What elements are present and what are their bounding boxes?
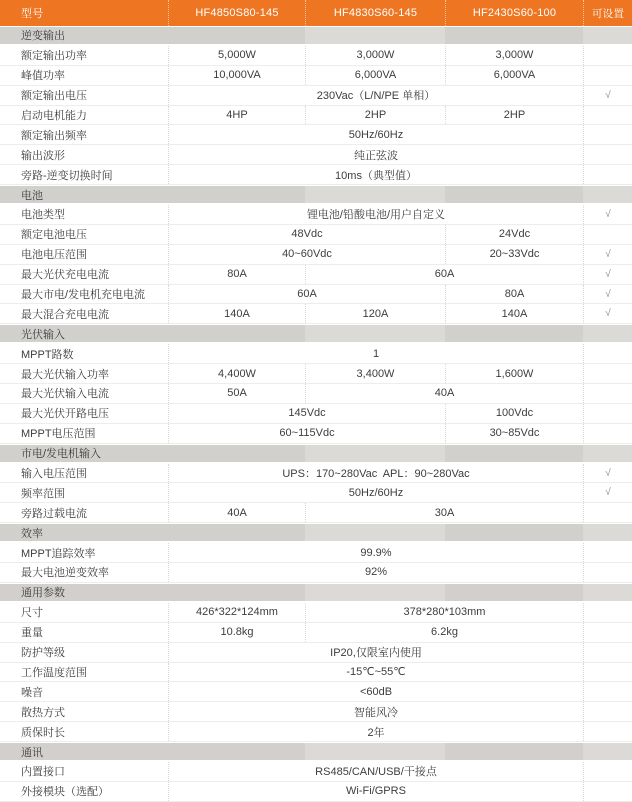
spec-label: 质保时长 (21, 726, 65, 739)
spec-value: 10.8kg (168, 623, 305, 642)
section-row (0, 444, 632, 464)
spec-row (0, 304, 632, 324)
spec-value: 6,000VA (445, 66, 583, 85)
spec-value: 1 (168, 344, 583, 363)
spec-value: 80A (445, 285, 583, 304)
spec-label: MPPT路数 (21, 348, 74, 361)
spec-label: 工作温度范围 (21, 666, 87, 679)
configurable-cell-empty (583, 384, 632, 403)
check-mark: √ (583, 265, 632, 284)
spec-label: 峰值功率 (21, 70, 65, 83)
spec-value: 2年 (168, 722, 583, 741)
spec-value: 145Vdc (168, 404, 445, 423)
spec-label: 散热方式 (21, 706, 65, 719)
section-cell (305, 524, 445, 541)
section-cell (168, 325, 305, 342)
spec-row (0, 285, 632, 305)
section-cell (305, 743, 445, 760)
spec-value: 4HP (168, 106, 305, 125)
configurable-cell-empty (583, 125, 632, 144)
spec-value: 5,000W (168, 46, 305, 65)
spec-row (0, 46, 632, 66)
spec-label: 重量 (21, 627, 43, 640)
spec-label: 电池电压范围 (21, 249, 87, 262)
spec-row (0, 503, 632, 523)
spec-label: 最大市电/发电机充电电流 (21, 289, 146, 302)
configurable-cell-empty (583, 66, 632, 85)
spec-value: 3,400W (305, 364, 445, 383)
spec-label: MPPT电压范围 (21, 428, 96, 441)
spec-value: 6.2kg (305, 623, 583, 642)
configurable-cell-empty (583, 543, 632, 562)
spec-label: 旁路过载电流 (21, 507, 87, 520)
section-cell (583, 524, 632, 541)
spec-row (0, 424, 632, 444)
spec-value: 锂电池/铅酸电池/用户自定义 (168, 205, 583, 224)
column-header-product-2: HF4830S60-145 (305, 0, 445, 26)
section-cell (583, 325, 632, 342)
spec-label: 内置接口 (21, 766, 65, 779)
spec-label: 外接模块（选配） (21, 786, 109, 799)
configurable-cell-empty (583, 424, 632, 443)
section-label: 效率 (0, 524, 168, 541)
spec-value: 80A (168, 265, 305, 284)
spec-value: RS485/CAN/USB/干接点 (168, 762, 583, 781)
configurable-cell-empty (583, 145, 632, 164)
column-header-configurable: 可设置 (583, 0, 632, 26)
section-label: 光伏输入 (0, 325, 168, 342)
spec-row (0, 782, 632, 802)
spec-row (0, 364, 632, 384)
section-cell (583, 743, 632, 760)
section-cell (583, 27, 632, 44)
spec-row (0, 663, 632, 683)
configurable-cell-empty (583, 682, 632, 701)
section-label: 逆变输出 (0, 27, 168, 44)
section-cell (168, 27, 305, 44)
section-cell (583, 445, 632, 462)
spec-row (0, 384, 632, 404)
configurable-cell-empty (583, 225, 632, 244)
configurable-cell-empty (583, 782, 632, 801)
column-header-model: 型号 (21, 8, 44, 20)
configurable-cell-empty (583, 404, 632, 423)
section-row (0, 583, 632, 603)
spec-value: 30~85Vdc (445, 424, 583, 443)
spec-value: 24Vdc (445, 225, 583, 244)
section-cell (445, 584, 583, 601)
spec-row (0, 66, 632, 86)
check-mark: √ (583, 304, 632, 323)
spec-label: 额定电池电压 (21, 229, 87, 242)
spec-value: 纯正弦波 (168, 145, 583, 164)
spec-value: 50Hz/60Hz (168, 125, 583, 144)
spec-value: 99.9% (168, 543, 583, 562)
spec-label: 额定输出电压 (21, 90, 87, 103)
spec-value: 智能风冷 (168, 702, 583, 721)
spec-label: 噪音 (21, 686, 43, 699)
spec-row (0, 603, 632, 623)
spec-label: 输出波形 (21, 149, 65, 162)
spec-label: 输入电压范围 (21, 468, 87, 481)
configurable-cell-empty (583, 165, 632, 184)
spec-label: 额定输出频率 (21, 129, 87, 142)
spec-row (0, 165, 632, 185)
check-mark: √ (583, 464, 632, 483)
spec-row (0, 86, 632, 106)
spec-value: Wi-Fi/GPRS (168, 782, 583, 801)
configurable-cell-empty (583, 643, 632, 662)
column-header-product-3: HF2430S60-100 (445, 0, 583, 26)
spec-value: 40A (305, 384, 583, 403)
section-cell (168, 524, 305, 541)
column-header-product-1: HF4850S80-145 (168, 0, 305, 26)
configurable-cell-empty (583, 364, 632, 383)
configurable-cell-empty (583, 106, 632, 125)
check-mark: √ (583, 205, 632, 224)
configurable-cell-empty (583, 663, 632, 682)
spec-row (0, 623, 632, 643)
section-label: 电池 (0, 186, 168, 203)
spec-label: MPPT追踪效率 (21, 547, 96, 560)
section-cell (305, 186, 445, 203)
spec-value: 50Hz/60Hz (168, 483, 583, 502)
spec-value: 1,600W (445, 364, 583, 383)
table-body (0, 26, 632, 802)
section-cell (445, 27, 583, 44)
section-row (0, 26, 632, 46)
spec-value: 60A (305, 265, 583, 284)
spec-row (0, 563, 632, 583)
section-label: 通讯 (0, 743, 168, 760)
section-cell (305, 584, 445, 601)
spec-value: 30A (305, 503, 583, 522)
spec-row (0, 245, 632, 265)
configurable-cell-empty (583, 344, 632, 363)
spec-row (0, 682, 632, 702)
spec-row (0, 543, 632, 563)
section-row (0, 185, 632, 205)
spec-value: 40A (168, 503, 305, 522)
section-row (0, 324, 632, 344)
spec-value: 10ms（典型值） (168, 165, 583, 184)
spec-label: 启动电机能力 (21, 110, 87, 122)
spec-row (0, 145, 632, 165)
spec-label: 尺寸 (21, 607, 43, 620)
configurable-cell-empty (583, 702, 632, 721)
spec-value: -15℃~55℃ (168, 663, 583, 682)
section-cell (445, 743, 583, 760)
section-cell (583, 186, 632, 203)
spec-label: 最大光伏充电电流 (21, 269, 109, 282)
check-mark: √ (583, 483, 632, 502)
spec-value: 140A (168, 304, 305, 323)
section-cell (305, 27, 445, 44)
section-cell (583, 584, 632, 601)
spec-value: 2HP (305, 106, 445, 125)
configurable-cell-empty (583, 762, 632, 781)
spec-value: 92% (168, 563, 583, 582)
spec-value: IP20,仅限室内使用 (168, 643, 583, 662)
section-label: 市电/发电机输入 (0, 445, 168, 462)
spec-value: 40~60Vdc (168, 245, 445, 264)
section-cell (445, 445, 583, 462)
configurable-cell-empty (583, 46, 632, 65)
spec-value: 10,000VA (168, 66, 305, 85)
check-mark: √ (583, 285, 632, 304)
section-cell (168, 743, 305, 760)
section-cell (168, 584, 305, 601)
spec-row (0, 483, 632, 503)
section-cell (305, 445, 445, 462)
spec-value: 140A (445, 304, 583, 323)
configurable-cell-empty (583, 563, 632, 582)
section-row (0, 742, 632, 762)
spec-label: 旁路-逆变切换时间 (21, 169, 113, 182)
section-cell (445, 186, 583, 203)
spec-value: 120A (305, 304, 445, 323)
spec-label: 防护等级 (21, 647, 65, 660)
spec-value: 3,000W (445, 46, 583, 65)
spec-value: 60A (168, 285, 445, 304)
section-cell (445, 325, 583, 342)
spec-value: 48Vdc (168, 225, 445, 244)
spec-value: 50A (168, 384, 305, 403)
configurable-cell-empty (583, 503, 632, 522)
check-mark: √ (583, 86, 632, 105)
spec-value: 6,000VA (305, 66, 445, 85)
spec-value: 60~115Vdc (168, 424, 445, 443)
spec-value: 100Vdc (445, 404, 583, 423)
spec-value: 378*280*103mm (305, 603, 583, 622)
spec-row (0, 125, 632, 145)
spec-value: 4,400W (168, 364, 305, 383)
check-mark: √ (583, 245, 632, 264)
section-cell (168, 445, 305, 462)
section-cell (168, 186, 305, 203)
section-row (0, 523, 632, 543)
spec-row (0, 722, 632, 742)
spec-row (0, 762, 632, 782)
spec-row (0, 265, 632, 285)
section-label: 通用参数 (0, 584, 168, 601)
spec-label: 最大混合充电电流 (21, 308, 109, 321)
spec-row (0, 464, 632, 484)
spec-label: 频率范围 (21, 487, 65, 500)
spec-row (0, 106, 632, 126)
spec-row (0, 404, 632, 424)
spec-value: 2HP (445, 106, 583, 125)
spec-label: 最大光伏输入电流 (21, 388, 109, 401)
spec-value: UPS：170~280Vac APL：90~280Vac (168, 464, 583, 483)
spec-row (0, 344, 632, 364)
configurable-cell-empty (583, 722, 632, 741)
configurable-cell-empty (583, 603, 632, 622)
spec-label: 最大光伏输入功率 (21, 368, 109, 381)
spec-label: 电池类型 (21, 209, 65, 222)
table-header-row (0, 0, 632, 26)
spec-row (0, 205, 632, 225)
spec-value: 20~33Vdc (445, 245, 583, 264)
configurable-cell-empty (583, 623, 632, 642)
spec-label: 最大光伏开路电压 (21, 408, 109, 421)
section-cell (305, 325, 445, 342)
spec-value: 230Vac（L/N/PE 单相） (168, 86, 583, 105)
spec-row (0, 643, 632, 663)
spec-row (0, 702, 632, 722)
spec-row (0, 225, 632, 245)
spec-value: 426*322*124mm (168, 603, 305, 622)
spec-value: 3,000W (305, 46, 445, 65)
spec-label: 额定输出功率 (21, 50, 87, 63)
section-cell (445, 524, 583, 541)
spec-label: 最大电池逆变效率 (21, 567, 109, 580)
spec-value: <60dB (168, 682, 583, 701)
